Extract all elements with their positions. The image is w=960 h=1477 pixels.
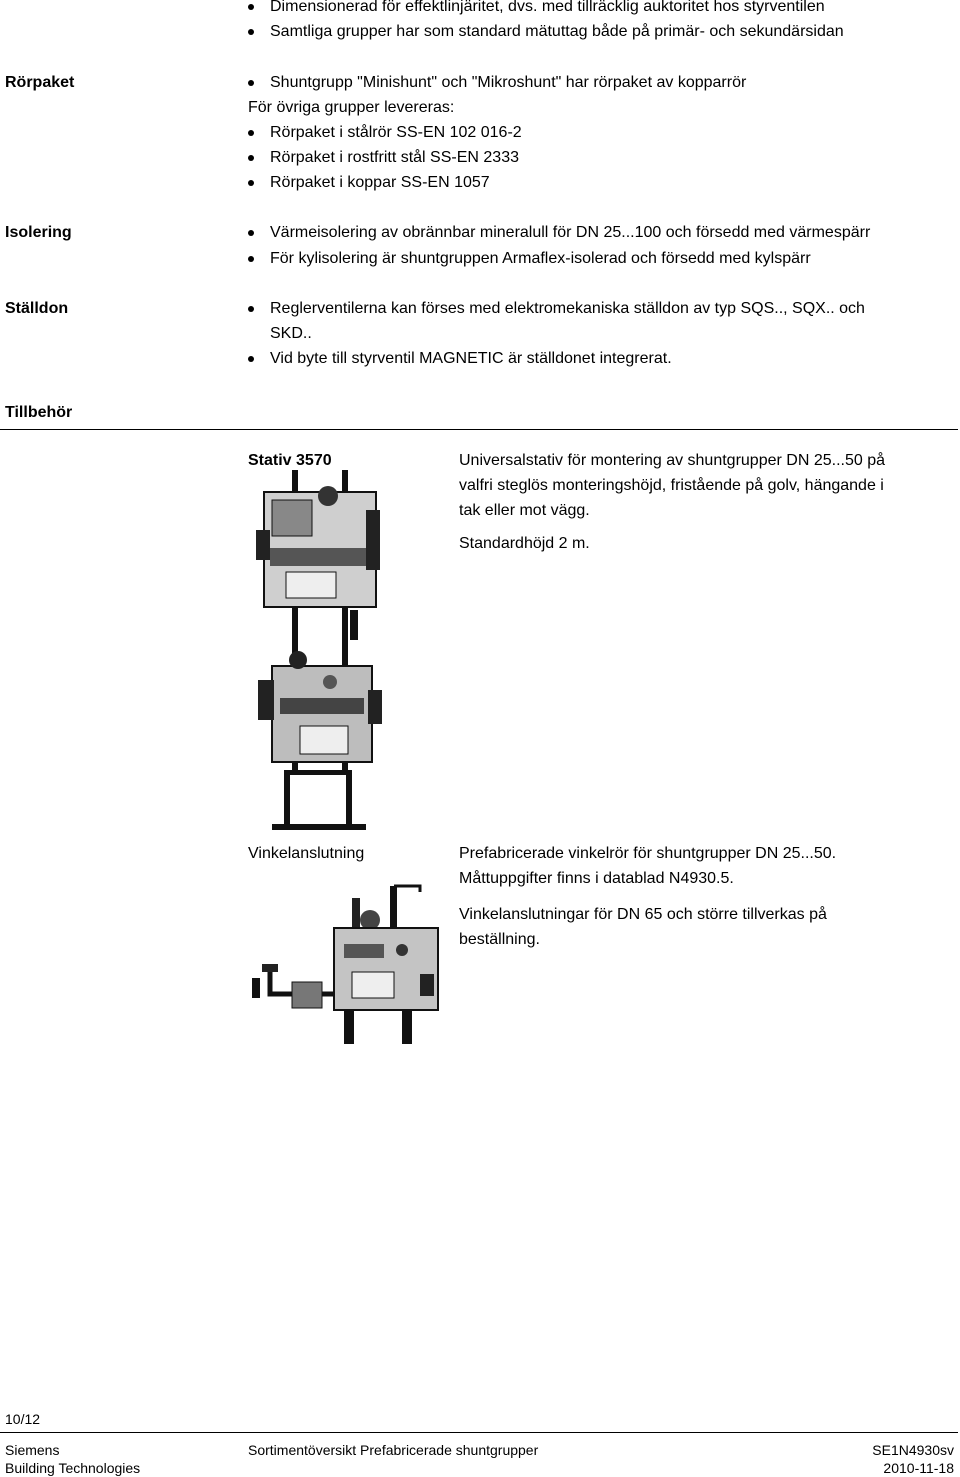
footer-division: Building Technologies [5, 1460, 141, 1476]
footer-doc-id: SE1N4930sv [872, 1442, 954, 1458]
accessory-desc-line: Prefabricerade vinkelrör för shuntgrupper DN 25...50. [459, 845, 837, 862]
footer-company: Siemens [5, 1442, 60, 1458]
bullet-text: Värmeisolering av obrännbar mineralull för DN 25...100 och försedd med värmespärr [270, 224, 871, 241]
accessory-name-vinkel: Vinkelanslutning [248, 845, 365, 862]
page-number: 10/12 [5, 1411, 41, 1427]
accessory-desc-line: Universalstativ för montering av shuntgrupper DN 25...50 på [459, 452, 885, 469]
paragraph-text: För övriga grupper levereras: [248, 99, 455, 116]
bullet-text: Vid byte till styrventil MAGNETIC är ställdonet integrerat. [270, 350, 672, 367]
accessory-desc-line: valfri steglös monteringshöjd, fristående på golv, hängande i [459, 477, 884, 494]
stativ-3570-image [250, 470, 390, 832]
accessory-name-stativ: Stativ 3570 [248, 452, 332, 469]
footer-doc-title: Sortimentöversikt Prefabricerade shuntgrupper [248, 1442, 539, 1458]
section-heading-isolering: Isolering [5, 224, 72, 241]
accessory-desc-line: Måttuppgifter finns i datablad N4930.5. [459, 870, 734, 887]
accessory-desc-line: tak eller mot vägg. [459, 502, 590, 519]
footer-divider [0, 1432, 958, 1433]
section-heading-tillbehor: Tillbehör [5, 404, 73, 421]
bullet-text: Reglerventilerna kan förses med elektromekaniska ställdon av typ SQS.., SQX.. och [270, 300, 865, 317]
vinkelanslutning-image [252, 878, 442, 1050]
bullet-text: Shuntgrupp "Minishunt" och "Mikroshunt" har rörpaket av kopparrör [270, 74, 747, 91]
bullet-text: Dimensionerad för effektlinjäritet, dvs. med tillräcklig auktoritet hos styrventilen [270, 0, 825, 15]
accessory-standard-height: Standardhöjd 2 m. [459, 535, 590, 552]
accessory-note-line: Vinkelanslutningar för DN 65 och större tillverkas på [459, 906, 827, 923]
bullet-text: För kylisolering är shuntgruppen Armaflex-isolerad och försedd med kylspärr [270, 250, 811, 267]
bullet-text: Rörpaket i koppar SS-EN 1057 [270, 174, 490, 191]
footer-date: 2010-11-18 [883, 1460, 954, 1476]
accessory-note-line: beställning. [459, 931, 540, 948]
bullet-continuation: SKD.. [270, 325, 312, 342]
section-heading-rorpaket: Rörpaket [5, 74, 75, 91]
bullet-text: Rörpaket i rostfritt stål SS-EN 2333 [270, 149, 519, 166]
section-heading-stalldon: Ställdon [5, 300, 69, 317]
bullet-text: Rörpaket i stålrör SS-EN 102 016-2 [270, 124, 522, 141]
bullet-text: Samtliga grupper har som standard mätuttag både på primär- och sekundärsidan [270, 23, 844, 40]
section-divider [0, 429, 958, 430]
